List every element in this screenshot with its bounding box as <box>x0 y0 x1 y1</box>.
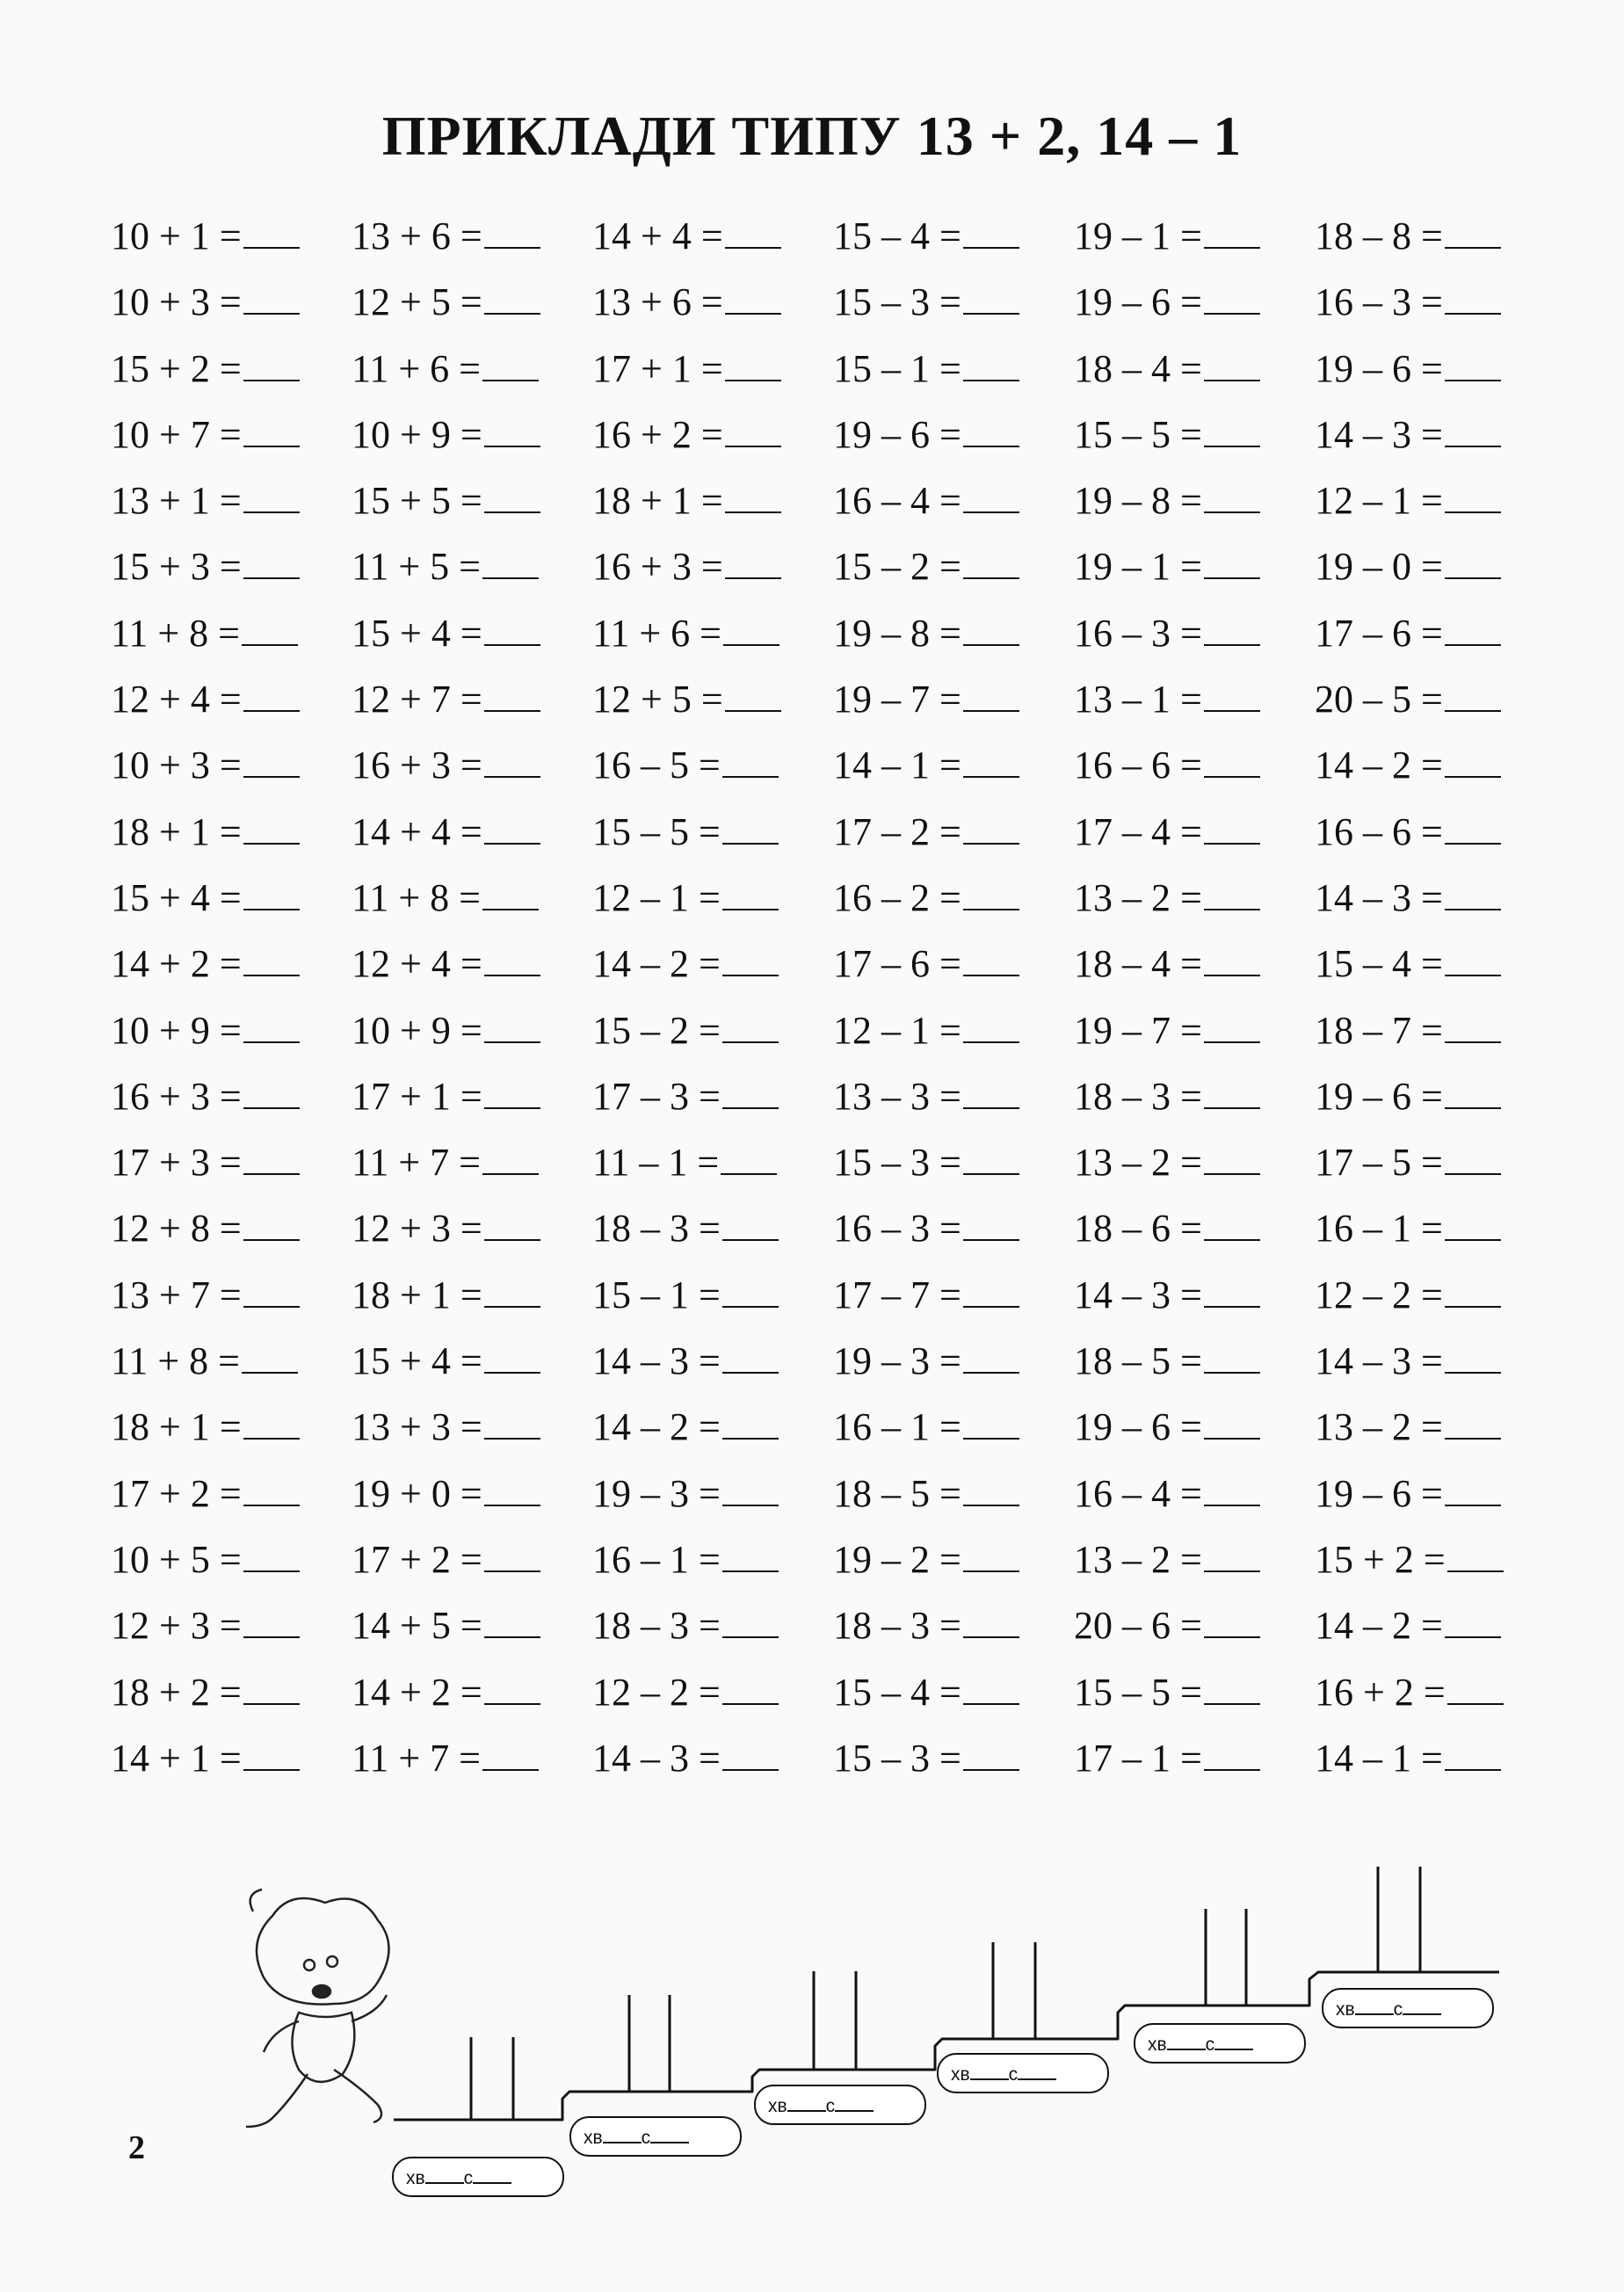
page-title: ПРИКЛАДИ ТИПУ 13 + 2, 14 – 1 <box>381 105 1243 167</box>
exercise-text: 19 – 8 = <box>1074 479 1202 523</box>
seconds-label: с <box>825 2096 836 2116</box>
exercise-text: 10 + 9 = <box>352 412 482 456</box>
seconds-label: с <box>1393 1999 1403 2020</box>
exercise-text: 15 + 2 = <box>111 346 242 390</box>
exercise-text: 14 – 2 = <box>592 1405 721 1449</box>
exercise-text: 19 – 6 = <box>1074 280 1202 324</box>
exercise-text: 14 – 3 = <box>1315 1339 1443 1383</box>
exercise-text: 14 – 3 = <box>592 1339 721 1383</box>
seconds-label: с <box>463 2168 474 2188</box>
exercise-text: 13 – 2 = <box>1074 1141 1202 1185</box>
exercise-text: 15 – 4 = <box>833 1670 961 1714</box>
exercise-text: 14 – 3 = <box>1315 875 1443 919</box>
minutes-label: хв <box>951 2064 970 2085</box>
exercise-text: 14 – 1 = <box>833 743 961 787</box>
exercise-text: 19 – 0 = <box>1315 545 1443 589</box>
exercise-text: 14 + 2 = <box>352 1670 482 1714</box>
exercise-text: 15 + 4 = <box>352 1339 482 1383</box>
exercise-text: 16 – 2 = <box>833 875 961 919</box>
exercise-text: 18 + 2 = <box>111 1670 242 1714</box>
exercise-text: 16 – 5 = <box>592 743 721 787</box>
seconds-blank[interactable] <box>1403 1998 1441 2015</box>
seconds-label: с <box>641 2128 651 2148</box>
exercise-text: 13 – 2 = <box>1315 1405 1443 1449</box>
exercise-text: 12 + 4 = <box>111 678 242 722</box>
exercise-text: 12 – 2 = <box>1315 1273 1443 1316</box>
exercise-text: 15 – 2 = <box>592 1008 721 1052</box>
seconds-blank[interactable] <box>473 2166 511 2184</box>
exercise-text: 14 + 2 = <box>111 942 242 986</box>
exercise-text: 11 + 7 = <box>352 1736 481 1780</box>
exercise-text: 19 – 8 = <box>833 611 961 655</box>
exercise-text: 15 – 3 = <box>833 1141 961 1185</box>
exercise-text: 11 – 1 = <box>592 1141 720 1185</box>
exercise-text: 10 + 3 = <box>111 743 242 787</box>
exercise-text: 14 – 2 = <box>1315 1604 1443 1648</box>
exercise-text: 12 + 4 = <box>352 942 482 986</box>
exercise-text: 18 + 1 = <box>352 1273 482 1316</box>
time-answer-box[interactable] <box>569 2116 742 2157</box>
minutes-blank[interactable] <box>1167 2033 1206 2050</box>
exercise-text: 13 + 6 = <box>352 214 482 257</box>
exercise-text: 17 + 1 = <box>352 1074 482 1118</box>
time-answer-box[interactable] <box>392 2157 564 2197</box>
exercise-text: 16 – 3 = <box>1074 611 1202 655</box>
exercise-text: 19 – 7 = <box>1074 1008 1202 1052</box>
seconds-blank[interactable] <box>1214 2033 1253 2050</box>
minutes-blank[interactable] <box>787 2094 826 2112</box>
exercise-text: 12 + 8 = <box>111 1207 242 1251</box>
exercise-text: 16 + 3 = <box>111 1074 242 1118</box>
exercise-text: 16 + 2 = <box>592 412 723 456</box>
exercise-text: 19 – 6 = <box>1315 346 1443 390</box>
cartoon-character <box>246 1889 389 2127</box>
exercise-text: 17 – 3 = <box>592 1074 721 1118</box>
exercise-text: 19 – 3 = <box>592 1471 721 1515</box>
exercise-text: 11 + 7 = <box>352 1141 481 1185</box>
minutes-blank[interactable] <box>425 2166 464 2184</box>
minutes-label: хв <box>1336 1999 1355 2020</box>
seconds-label: с <box>1008 2064 1019 2085</box>
exercise-text: 18 – 5 = <box>833 1471 961 1515</box>
exercise-text: 12 + 3 = <box>111 1604 242 1648</box>
exercise-text: 19 – 1 = <box>1074 545 1202 589</box>
exercise-text: 17 + 3 = <box>111 1141 242 1185</box>
exercise-text: 11 + 8 = <box>111 611 240 655</box>
minutes-label: хв <box>584 2128 603 2148</box>
exercise-text: 17 + 2 = <box>352 1537 482 1581</box>
minutes-blank[interactable] <box>970 2063 1009 2080</box>
exercise-text: 11 + 5 = <box>352 545 481 589</box>
time-answer-box[interactable] <box>937 2053 1109 2093</box>
exercise-text: 10 + 3 = <box>111 280 242 324</box>
exercise-text: 15 + 5 = <box>352 479 482 523</box>
exercise-text: 10 + 7 = <box>111 412 242 456</box>
exercise-text: 18 – 4 = <box>1074 346 1202 390</box>
exercise-text: 13 – 2 = <box>1074 1537 1202 1581</box>
exercise-text: 10 + 9 = <box>111 1008 242 1052</box>
exercise-text: 16 – 1 = <box>833 1405 961 1449</box>
exercise-text: 20 – 5 = <box>1315 678 1443 722</box>
exercise-text: 13 – 2 = <box>1074 875 1202 919</box>
exercise-text: 15 – 3 = <box>833 1736 961 1780</box>
exercise-text: 13 – 1 = <box>1074 678 1202 722</box>
exercise-text: 19 + 0 = <box>352 1471 482 1515</box>
exercise-text: 12 – 1 = <box>1315 479 1443 523</box>
exercise-text: 14 + 5 = <box>352 1604 482 1648</box>
exercise-text: 11 + 8 = <box>111 1339 240 1383</box>
exercise-text: 18 – 6 = <box>1074 1207 1202 1251</box>
exercise-text: 17 – 6 = <box>833 942 961 986</box>
exercise-text: 12 + 7 = <box>352 678 482 722</box>
exercise-text: 15 + 4 = <box>111 875 242 919</box>
exercise-text: 15 + 3 = <box>111 545 242 589</box>
exercise-text: 13 + 1 = <box>111 479 242 523</box>
exercise-text: 14 + 1 = <box>111 1736 242 1780</box>
exercise-text: 15 – 4 = <box>1315 942 1443 986</box>
exercise-text: 18 – 5 = <box>1074 1339 1202 1383</box>
exercise-text: 14 + 4 = <box>592 214 723 257</box>
exercise-text: 14 – 2 = <box>592 942 721 986</box>
exercise-text: 11 + 6 = <box>592 611 721 655</box>
exercise-text: 18 – 3 = <box>592 1604 721 1648</box>
exercise-text: 14 + 4 = <box>352 809 482 853</box>
exercise-text: 13 – 3 = <box>833 1074 961 1118</box>
exercise-text: 16 + 2 = <box>1315 1670 1446 1714</box>
time-answer-box[interactable] <box>1322 1988 1494 2028</box>
exercise-text: 18 – 3 = <box>833 1604 961 1648</box>
exercise-text: 18 – 8 = <box>1315 214 1443 257</box>
exercise-text: 15 – 1 = <box>833 346 961 390</box>
exercise-text: 19 – 6 = <box>1315 1471 1443 1515</box>
exercise-text: 16 – 6 = <box>1315 809 1443 853</box>
exercise-text: 20 – 6 = <box>1074 1604 1202 1648</box>
time-answer-box[interactable] <box>754 2085 926 2125</box>
exercise-text: 19 – 2 = <box>833 1537 961 1581</box>
exercise-text: 16 – 3 = <box>1315 280 1443 324</box>
exercise-text: 10 + 9 = <box>352 1008 482 1052</box>
exercise-text: 10 + 5 = <box>111 1537 242 1581</box>
exercise-text: 18 – 4 = <box>1074 942 1202 986</box>
exercise-text: 16 – 1 = <box>592 1537 721 1581</box>
exercise-text: 19 – 6 = <box>1074 1405 1202 1449</box>
exercise-text: 12 – 2 = <box>592 1670 721 1714</box>
exercise-text: 15 – 3 = <box>833 280 961 324</box>
seconds-blank[interactable] <box>835 2094 874 2112</box>
minutes-label: хв <box>1148 2035 1167 2055</box>
exercise-text: 18 – 3 = <box>592 1207 721 1251</box>
exercise-text: 16 – 4 = <box>1074 1471 1202 1515</box>
minutes-label: хв <box>768 2096 787 2116</box>
exercise-text: 17 – 1 = <box>1074 1736 1202 1780</box>
exercise-text: 14 – 3 = <box>1315 412 1443 456</box>
exercise-text: 15 + 2 = <box>1315 1537 1446 1581</box>
minutes-blank[interactable] <box>1355 1998 1394 2015</box>
time-answer-box[interactable] <box>1134 2023 1306 2064</box>
exercise-text: 18 – 3 = <box>1074 1074 1202 1118</box>
exercise-text: 18 + 1 = <box>111 809 242 853</box>
exercise-text: 12 + 3 = <box>352 1207 482 1251</box>
exercise-text: 17 + 2 = <box>111 1471 242 1515</box>
exercise-text: 19 – 3 = <box>833 1339 961 1383</box>
exercise-text: 16 – 4 = <box>833 479 961 523</box>
exercise-text: 17 – 4 = <box>1074 809 1202 853</box>
page-number: 2 <box>128 2129 145 2166</box>
exercise-text: 19 – 6 = <box>1315 1074 1443 1118</box>
exercise-text: 17 + 1 = <box>592 346 723 390</box>
exercise-text: 16 + 3 = <box>592 545 723 589</box>
exercise-text: 15 – 5 = <box>1074 412 1202 456</box>
exercise-text: 16 – 6 = <box>1074 743 1202 787</box>
exercise-text: 17 – 5 = <box>1315 1141 1443 1185</box>
exercise-text: 15 – 5 = <box>1074 1670 1202 1714</box>
exercise-text: 14 – 3 = <box>592 1736 721 1780</box>
exercise-text: 19 – 1 = <box>1074 214 1202 257</box>
exercise-text: 12 + 5 = <box>352 280 482 324</box>
exercise-text: 14 – 3 = <box>1074 1273 1202 1316</box>
minutes-label: хв <box>406 2168 425 2188</box>
seconds-blank[interactable] <box>1018 2063 1056 2080</box>
exercise-text: 16 – 3 = <box>833 1207 961 1251</box>
exercise-text: 16 – 1 = <box>1315 1207 1443 1251</box>
exercise-text: 13 + 3 = <box>352 1405 482 1449</box>
exercise-text: 15 – 2 = <box>833 545 961 589</box>
exercise-text: 16 + 3 = <box>352 743 482 787</box>
exercise-text: 11 + 6 = <box>352 346 481 390</box>
exercise-text: 18 – 7 = <box>1315 1008 1443 1052</box>
seconds-blank[interactable] <box>650 2126 689 2143</box>
exercise-text: 17 – 2 = <box>833 809 961 853</box>
exercise-text: 12 + 5 = <box>592 678 723 722</box>
exercise-text: 15 – 1 = <box>592 1273 721 1316</box>
exercise-text: 17 – 6 = <box>1315 611 1443 655</box>
exercise-text: 12 – 1 = <box>592 875 721 919</box>
exercise-text: 17 – 7 = <box>833 1273 961 1316</box>
exercise-text: 18 + 1 = <box>111 1405 242 1449</box>
exercise-text: 11 + 8 = <box>352 875 481 919</box>
exercise-text: 12 – 1 = <box>833 1008 961 1052</box>
exercise-text: 19 – 6 = <box>833 412 961 456</box>
exercise-text: 15 + 4 = <box>352 611 482 655</box>
exercise-text: 15 – 4 = <box>833 214 961 257</box>
exercise-text: 13 + 7 = <box>111 1273 242 1316</box>
exercise-text: 14 – 1 = <box>1315 1736 1443 1780</box>
exercise-text: 18 + 1 = <box>592 479 723 523</box>
exercise-text: 13 + 6 = <box>592 280 723 324</box>
exercise-text: 10 + 1 = <box>111 214 242 257</box>
seconds-label: с <box>1205 2035 1215 2055</box>
exercise-text: 14 – 2 = <box>1315 743 1443 787</box>
minutes-blank[interactable] <box>603 2126 642 2143</box>
exercise-text: 19 – 7 = <box>833 678 961 722</box>
exercise-text: 15 – 5 = <box>592 809 721 853</box>
